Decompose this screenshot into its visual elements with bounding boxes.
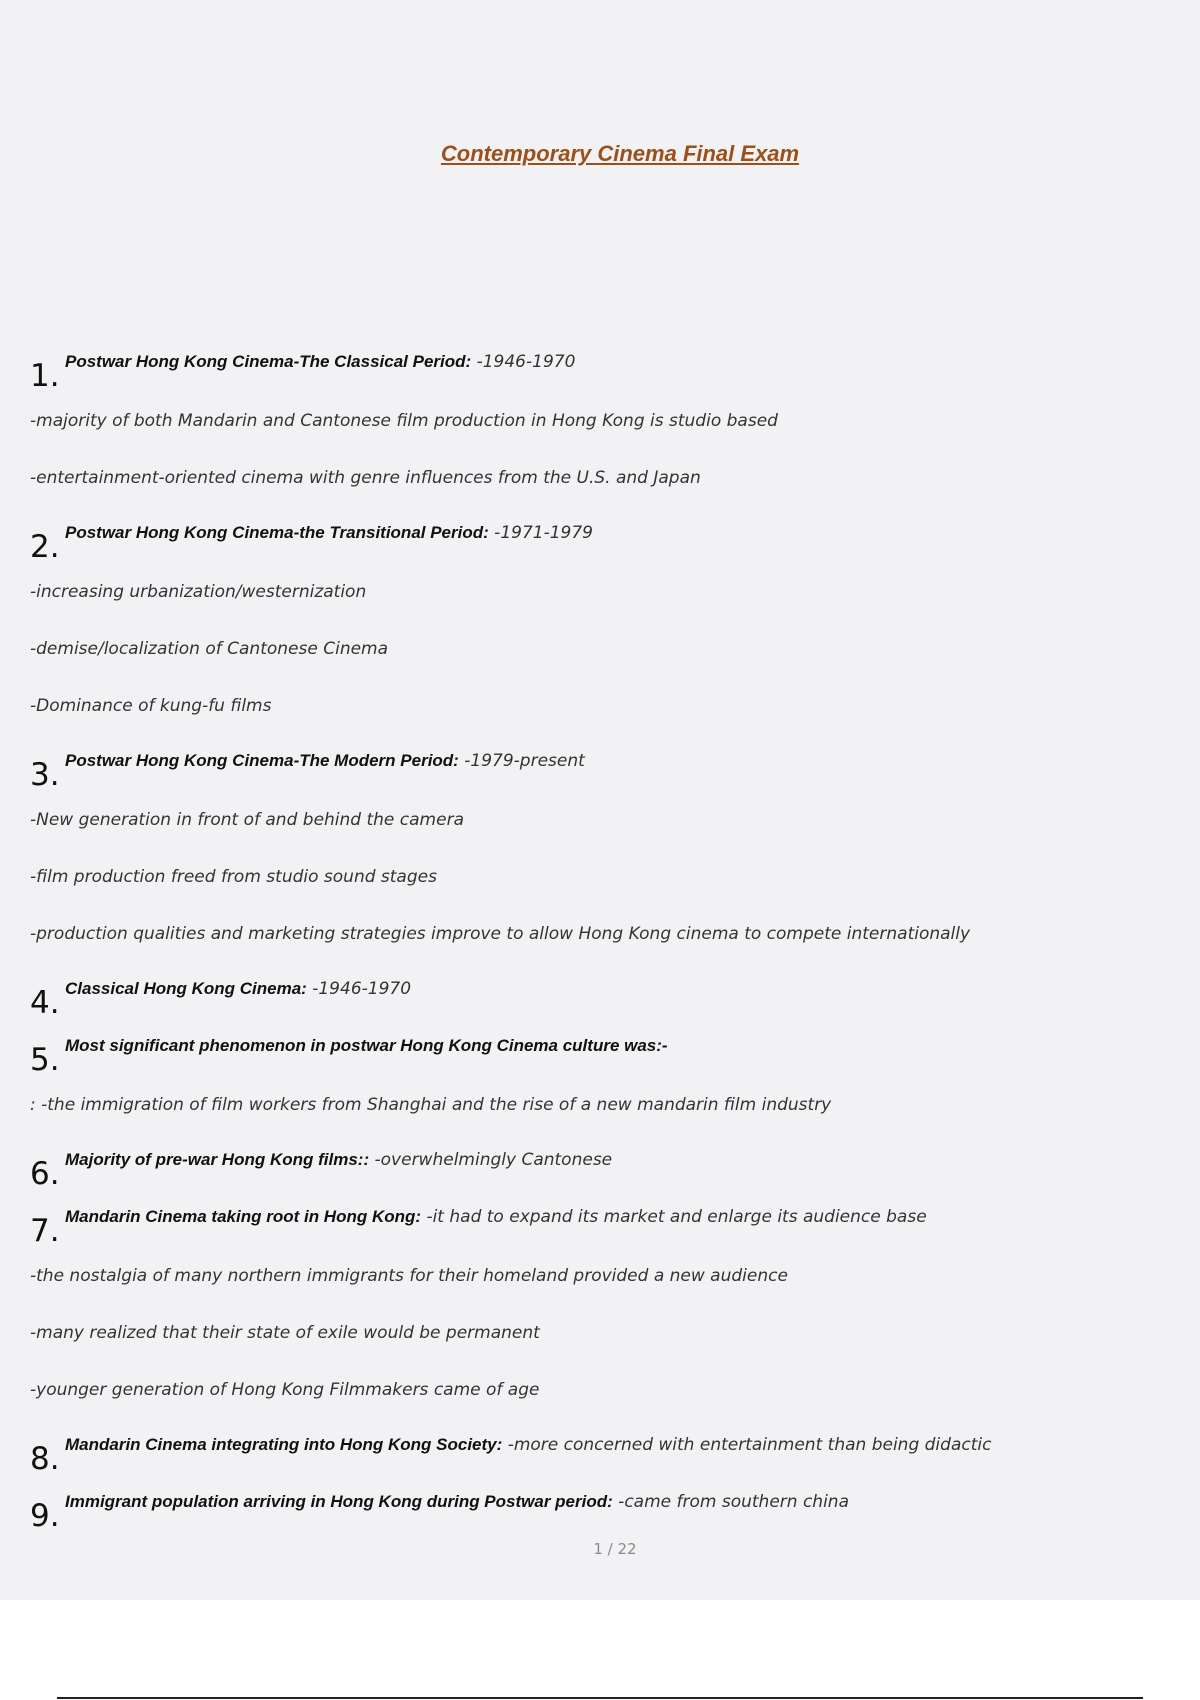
question-answer: -it had to expand its market and enlarge its audience base: [421, 1207, 927, 1227]
question-label: Majority of pre-war Hong Kong films::: [65, 1150, 370, 1169]
answer-line: -the nostalgia of many northern immigrants for their homeland provided a new audience: [30, 1266, 788, 1286]
question-answer: -came from southern china: [612, 1492, 849, 1512]
question-number: 8.: [30, 1441, 60, 1477]
question-item: [30, 1482, 1180, 1534]
question-text: [65, 1492, 849, 1512]
question-number: 9.: [30, 1498, 60, 1534]
question-label: Classical Hong Kong Cinema:: [65, 979, 307, 998]
question-item: [30, 342, 1180, 394]
question-number: 2.: [30, 529, 60, 565]
question-answer: -more concerned with entertainment than being didactic: [502, 1435, 992, 1455]
document-title: Contemporary Cinema Final Exam: [440, 141, 800, 166]
question-text: [65, 751, 585, 771]
question-text: [65, 1036, 668, 1056]
question-text: [65, 979, 411, 999]
question-item: [30, 513, 1180, 565]
question-text: [65, 1207, 927, 1227]
question-number: 4.: [30, 985, 60, 1021]
next-page-divider: [57, 1697, 1143, 1699]
answer-line: -Dominance of kung-fu films: [30, 696, 272, 716]
question-text: [65, 352, 575, 372]
question-item: [30, 1425, 1180, 1477]
answer-line: -New generation in front of and behind the camera: [30, 810, 464, 830]
question-label: Mandarin Cinema integrating into Hong Kong Society:: [65, 1435, 503, 1454]
question-number: 7.: [30, 1213, 60, 1249]
question-text: [65, 1150, 612, 1170]
question-number: 5.: [30, 1042, 60, 1078]
answer-line: -entertainment-oriented cinema with genre influences from the U.S. and Japan: [30, 468, 701, 488]
answer-line: -demise/localization of Cantonese Cinema: [30, 639, 389, 659]
question-answer: -1971-1979: [488, 523, 593, 543]
exam-content: [30, 342, 1180, 1539]
question-number: 6.: [30, 1156, 60, 1192]
question-label: Most significant phenomenon in postwar Hong Kong Cinema culture was:-: [65, 1036, 668, 1055]
question-label: Postwar Hong Kong Cinema-the Transitional Period:: [65, 523, 489, 542]
question-text: [65, 523, 593, 543]
question-item: [30, 1197, 1180, 1249]
question-item: [30, 741, 1180, 793]
question-answer: -1946-1970: [471, 352, 576, 372]
question-number: 3.: [30, 757, 60, 793]
question-answer: -1979-present: [458, 751, 585, 771]
question-answer: -1946-1970: [306, 979, 412, 999]
answer-line: -majority of both Mandarin and Cantonese film production in Hong Kong is studio based: [30, 411, 778, 431]
answer-line: -younger generation of Hong Kong Filmmakers came of age: [30, 1380, 540, 1400]
answer-line: -film production freed from studio sound stages: [30, 867, 437, 887]
answer-line: -many realized that their state of exile would be permanent: [30, 1323, 540, 1343]
question-text: [65, 1435, 991, 1455]
answer-line: -production qualities and marketing strategies improve to allow Hong Kong cinema to compete internationally: [30, 924, 971, 944]
question-item: [30, 1026, 1180, 1078]
question-label: Immigrant population arriving in Hong Kong during Postwar period:: [65, 1492, 613, 1511]
question-item: [30, 969, 1180, 1021]
question-number: 1.: [30, 358, 60, 394]
question-answer: -overwhelmingly Cantonese: [369, 1150, 613, 1170]
answer-line: : -the immigration of film workers from Shanghai and the rise of a new mandarin film industry: [30, 1095, 832, 1115]
page-indicator: 1 / 22: [593, 1540, 637, 1558]
answer-line: -increasing urbanization/westernization: [30, 582, 367, 602]
question-item: [30, 1140, 1180, 1192]
question-label: Postwar Hong Kong Cinema-The Modern Period:: [65, 751, 459, 770]
question-label: Postwar Hong Kong Cinema-The Classical Period:: [65, 352, 472, 371]
question-label: Mandarin Cinema taking root in Hong Kong:: [65, 1207, 422, 1226]
